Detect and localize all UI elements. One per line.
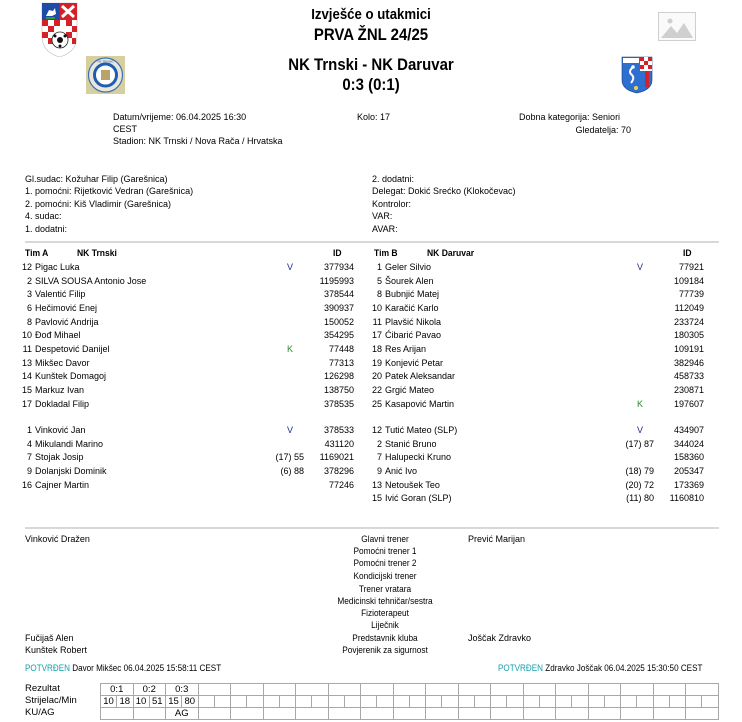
player-id: 230871 xyxy=(673,384,704,395)
player-substitution: (18) 79 xyxy=(625,465,654,476)
player-id: 378533 xyxy=(323,425,354,435)
player-number: 3 xyxy=(26,289,32,300)
goal-scorer-cell xyxy=(458,696,474,708)
goal-result-cell xyxy=(263,684,296,696)
team-a-name: NK Trnski xyxy=(77,248,117,259)
player-number: 9 xyxy=(376,465,382,476)
player-number: 22 xyxy=(371,384,382,395)
goal-minute-cell xyxy=(247,696,264,708)
player-number: 8 xyxy=(26,316,32,327)
player-row xyxy=(362,425,712,439)
goals-row-type xyxy=(101,708,719,720)
player-id: 77739 xyxy=(678,289,704,300)
player-id: 377934 xyxy=(323,262,354,272)
goal-type-cell xyxy=(198,708,231,720)
player-id: 378535 xyxy=(323,398,354,409)
player-id: 378544 xyxy=(323,289,354,300)
player-number: 18 xyxy=(371,343,382,354)
player-id: 109191 xyxy=(673,343,704,354)
player-name: Ivić Goran (SLP) xyxy=(385,493,452,504)
player-name: Stojak Josip xyxy=(35,452,84,463)
official-var: VAR: xyxy=(372,211,393,221)
player-name: Kasapović Martin xyxy=(385,398,455,409)
divider xyxy=(25,241,719,243)
goal-minute-cell xyxy=(539,696,556,708)
goal-scorer-cell xyxy=(491,696,507,708)
goals-label-result: Rezultat xyxy=(25,683,60,694)
player-role-mark: V xyxy=(636,262,643,272)
official-additional-1: 1. dodatni: xyxy=(25,224,68,234)
away-confirmation-text: Zdravko Joščak 06.04.2025 15:30:50 CEST xyxy=(545,663,703,673)
player-substitution: (6) 88 xyxy=(280,465,304,476)
goal-type-cell xyxy=(263,708,296,720)
goals-label-type: KU/AG xyxy=(25,707,55,718)
player-id: 354295 xyxy=(323,330,354,341)
player-row xyxy=(362,262,712,276)
player-name: Markuz Ivan xyxy=(35,384,85,395)
player-name: Anić Ivo xyxy=(385,465,418,476)
player-number: 11 xyxy=(22,343,32,354)
player-row xyxy=(362,480,712,494)
official-assistant-2: 2. pomoćni: Kiš Vladimir (Garešnica) xyxy=(25,199,172,209)
away-staff-member: Prević Marijan xyxy=(468,534,526,544)
goal-scorer-cell xyxy=(621,696,637,708)
player-row xyxy=(12,466,362,480)
player-role-mark: K xyxy=(636,398,643,409)
player-number: 8 xyxy=(376,289,382,300)
player-name: Despetović Danijel xyxy=(35,343,110,354)
player-role-mark: V xyxy=(286,262,293,272)
away-staff-member: Joščak Zdravko xyxy=(468,633,532,643)
player-role-mark: V xyxy=(286,425,293,435)
staff-role: Povjerenik za sigurnost xyxy=(342,645,428,655)
goal-scorer-cell xyxy=(296,696,312,708)
match-score: 0:3 (0:1) xyxy=(342,75,400,94)
goal-type-cell xyxy=(101,708,134,720)
goal-result-cell xyxy=(588,684,621,696)
player-name: Grgić Mateo xyxy=(385,384,435,395)
goal-type-cell xyxy=(556,708,589,720)
goal-scorer-cell xyxy=(361,696,377,708)
goal-result-cell xyxy=(653,684,686,696)
goals-row-scorer xyxy=(101,696,719,708)
player-row xyxy=(362,276,712,290)
goal-minute-cell xyxy=(604,696,621,708)
away-confirmation-status: POTVRĐEN xyxy=(498,663,544,673)
goal-scorer-cell: 10 xyxy=(133,696,149,708)
home-confirmation-status: POTVRĐEN xyxy=(25,663,71,673)
goal-result-cell xyxy=(198,684,231,696)
player-name: Netoušek Teo xyxy=(385,479,440,490)
goal-type-cell xyxy=(296,708,329,720)
player-number: 5 xyxy=(376,275,382,286)
goal-result-cell xyxy=(426,684,459,696)
age-category: Dobna kategorija: Seniori xyxy=(519,112,621,122)
goal-type-cell xyxy=(458,708,491,720)
goal-scorer-cell xyxy=(523,696,539,708)
player-substitution: (17) 87 xyxy=(625,438,654,449)
goal-result-cell xyxy=(361,684,394,696)
player-row xyxy=(12,358,362,372)
goal-minute-cell xyxy=(637,696,654,708)
report-title: Izvješće o utakmici xyxy=(311,6,431,23)
goal-minute-cell: 18 xyxy=(117,696,134,708)
player-name: Stanić Bruno xyxy=(385,438,437,449)
player-number: 11 xyxy=(372,316,382,327)
player-name: Mikulandi Marino xyxy=(35,438,104,449)
player-id: 109184 xyxy=(673,275,704,286)
goal-type-cell xyxy=(686,708,719,720)
goal-result-cell xyxy=(296,684,329,696)
player-id: 77448 xyxy=(328,343,354,354)
player-id: 197607 xyxy=(673,398,704,409)
match-round: Kolo: 17 xyxy=(357,112,391,122)
goal-type-cell xyxy=(231,708,264,720)
match-datetime: Datum/vrijeme: 06.04.2025 16:30 xyxy=(113,112,247,122)
staff-role: Pomoćni trener 1 xyxy=(353,546,417,556)
home-staff-member: Kunštek Robert xyxy=(25,645,88,655)
goal-scorer-cell xyxy=(426,696,442,708)
goal-minute-cell xyxy=(669,696,686,708)
goal-minute-cell: 80 xyxy=(182,696,199,708)
goal-result-cell xyxy=(621,684,654,696)
goal-scorer-cell xyxy=(653,696,669,708)
player-number: 9 xyxy=(26,465,32,476)
staff-role: Fizioterapeut xyxy=(361,608,409,618)
player-id: 233724 xyxy=(673,316,704,327)
home-confirmation xyxy=(25,663,221,673)
competition-name: PRVA ŽNL 24/25 xyxy=(313,25,429,44)
player-id: 1169021 xyxy=(319,452,354,463)
player-id: 180305 xyxy=(673,330,704,341)
player-name: Patek Aleksandar xyxy=(385,371,456,382)
player-row xyxy=(12,439,362,453)
player-row xyxy=(362,358,712,372)
player-number: 2 xyxy=(376,438,382,449)
player-id: 1195993 xyxy=(319,275,354,286)
player-name: Geler Silvio xyxy=(385,262,432,272)
player-number: 10 xyxy=(371,302,382,313)
player-row xyxy=(362,371,712,385)
goal-result-cell xyxy=(523,684,556,696)
player-row xyxy=(362,385,712,399)
player-number: 13 xyxy=(21,357,32,368)
official-additional-2: 2. dodatni: xyxy=(372,174,415,184)
player-id: 431120 xyxy=(324,438,354,449)
team-a-id-header: ID xyxy=(333,248,342,259)
player-id: 150052 xyxy=(323,316,354,327)
home-staff-member: Vinković Dražen xyxy=(25,534,90,544)
goal-type-cell xyxy=(133,708,166,720)
home-staff-member: Fučijaš Alen xyxy=(25,633,74,643)
away-confirmation xyxy=(498,663,702,673)
player-number: 10 xyxy=(21,330,32,341)
player-id: 77313 xyxy=(328,357,354,368)
player-row xyxy=(362,452,712,466)
goal-scorer-cell xyxy=(686,696,702,708)
goal-type-cell xyxy=(523,708,556,720)
player-name: Šourek Alen xyxy=(385,275,434,286)
player-id: 390937 xyxy=(323,302,354,313)
goal-scorer-cell xyxy=(393,696,409,708)
goal-minute-cell xyxy=(572,696,589,708)
player-row xyxy=(362,493,712,507)
goal-result-cell xyxy=(231,684,264,696)
player-name: Pigac Luka xyxy=(35,262,80,272)
match-timezone: CEST xyxy=(113,124,138,134)
goal-scorer-cell xyxy=(263,696,279,708)
player-role-mark: K xyxy=(286,343,293,354)
goal-type-cell xyxy=(361,708,394,720)
team-b-id-header: ID xyxy=(683,248,692,259)
goal-scorer-cell xyxy=(556,696,572,708)
player-id: 1160810 xyxy=(669,493,704,504)
home-confirmation-text: Davor Mikšec 06.04.2025 15:58:11 CEST xyxy=(72,663,222,673)
goal-type-cell xyxy=(653,708,686,720)
goal-scorer-cell xyxy=(328,696,344,708)
goal-minute-cell xyxy=(442,696,459,708)
goals-table xyxy=(100,683,719,720)
player-substitution: (17) 55 xyxy=(275,452,304,463)
goal-type-cell xyxy=(491,708,524,720)
player-name: Mikšec Davor xyxy=(35,357,90,368)
player-name: Cajner Martin xyxy=(35,479,90,490)
player-row xyxy=(12,330,362,344)
player-name: Bubnjić Matej xyxy=(385,289,440,300)
player-number: 17 xyxy=(21,398,32,409)
player-name: Pavlović Andrija xyxy=(35,316,99,327)
player-id: 458733 xyxy=(673,371,704,382)
player-row xyxy=(12,480,362,494)
player-substitution: (20) 72 xyxy=(625,479,654,490)
goal-minute-cell xyxy=(344,696,361,708)
player-substitution: (11) 80 xyxy=(626,493,654,504)
staff-role: Medicinski tehničar/sestra xyxy=(337,596,433,606)
match-stadium: Stadion: NK Trnski / Nova Rača / Hrvatska xyxy=(113,136,283,146)
goal-minute-cell xyxy=(507,696,524,708)
player-id: 138750 xyxy=(323,384,354,395)
player-row xyxy=(362,344,712,358)
player-number: 13 xyxy=(371,479,382,490)
player-name: Konjević Petar xyxy=(385,357,444,368)
player-row xyxy=(12,344,362,358)
goal-result-cell: 0:3 xyxy=(166,684,199,696)
player-number: 17 xyxy=(371,330,382,341)
goal-scorer-cell xyxy=(231,696,247,708)
player-row xyxy=(362,289,712,303)
goal-result-cell xyxy=(556,684,589,696)
player-name: Valentić Filip xyxy=(35,289,86,300)
spectators: Gledatelja: 70 xyxy=(575,125,631,135)
player-row xyxy=(12,452,362,466)
official-fourth-referee: 4. sudac: xyxy=(25,211,62,221)
player-id: 112049 xyxy=(674,302,704,313)
goal-type-cell xyxy=(588,708,621,720)
player-id: 382946 xyxy=(673,357,704,368)
official-avar: AVAR: xyxy=(372,224,398,234)
team-b-label: Tim B xyxy=(374,248,398,259)
goal-result-cell xyxy=(393,684,426,696)
goal-minute-cell xyxy=(409,696,426,708)
goal-type-cell xyxy=(328,708,361,720)
team-b-name: NK Daruvar xyxy=(427,248,475,259)
player-row xyxy=(362,439,712,453)
player-row xyxy=(12,289,362,303)
staff-role: Liječnik xyxy=(371,620,399,630)
goal-minute-cell xyxy=(312,696,329,708)
goal-minute-cell xyxy=(702,696,719,708)
official-assistant-1: 1. pomoćni: Rijetković Vedran (Garešnica) xyxy=(25,186,194,196)
goal-scorer-cell xyxy=(198,696,214,708)
player-name: Kunštek Domagoj xyxy=(35,371,107,382)
player-row xyxy=(12,317,362,331)
player-row xyxy=(362,303,712,317)
goals-label-scorer: Strijelac/Min xyxy=(25,695,77,706)
player-id: 126298 xyxy=(323,371,354,382)
player-row xyxy=(12,262,362,276)
player-number: 12 xyxy=(21,262,32,272)
staff-role: Glavni trener xyxy=(361,534,409,544)
player-row xyxy=(362,330,712,344)
player-id: 205347 xyxy=(673,465,704,476)
player-name: Hečimović Enej xyxy=(35,302,98,313)
player-name: Plavšić Nikola xyxy=(385,316,442,327)
goal-type-cell: AG xyxy=(166,708,199,720)
player-number: 2 xyxy=(26,275,32,286)
player-id: 173369 xyxy=(673,479,704,490)
goal-result-cell: 0:1 xyxy=(101,684,134,696)
staff-role: Pomoćni trener 2 xyxy=(353,558,417,568)
goal-scorer-cell xyxy=(588,696,604,708)
goal-minute-cell: 51 xyxy=(149,696,166,708)
player-number: 15 xyxy=(371,493,382,504)
player-id: 158360 xyxy=(673,452,704,463)
staff-role: Predstavnik kluba xyxy=(352,633,418,643)
goal-minute-cell xyxy=(279,696,296,708)
goal-result-cell xyxy=(458,684,491,696)
player-number: 19 xyxy=(371,357,382,368)
goal-result-cell xyxy=(328,684,361,696)
player-number: 1 xyxy=(26,425,32,435)
player-number: 4 xyxy=(26,438,32,449)
svg-text:NK TRNSKI: NK TRNSKI xyxy=(97,59,114,64)
player-id: 378296 xyxy=(323,465,354,476)
player-row xyxy=(362,399,712,413)
goal-minute-cell xyxy=(377,696,394,708)
player-id: 77921 xyxy=(678,262,704,272)
player-row xyxy=(362,466,712,480)
goal-type-cell xyxy=(426,708,459,720)
player-name: Dolanjski Dominik xyxy=(35,465,107,476)
official-main-referee: Gl.sudac: Kožuhar Filip (Garešnica) xyxy=(25,174,168,184)
player-number: 1 xyxy=(376,262,382,272)
player-number: 15 xyxy=(21,384,32,395)
goal-result-cell xyxy=(491,684,524,696)
player-name: SILVA SOUSA Antonio Jose xyxy=(35,275,147,286)
player-id: 77246 xyxy=(328,479,354,490)
player-number: 7 xyxy=(26,452,32,463)
player-name: Đođ Mihael xyxy=(35,330,81,341)
player-row xyxy=(12,276,362,290)
goal-minute-cell xyxy=(214,696,231,708)
goals-row-result xyxy=(101,684,719,696)
player-row xyxy=(362,317,712,331)
player-id: 434907 xyxy=(673,425,704,435)
player-number: 6 xyxy=(26,302,32,313)
goal-type-cell xyxy=(393,708,426,720)
player-name: Vinković Jan xyxy=(35,425,86,435)
player-name: Tutić Mateo (SLP) xyxy=(385,425,458,435)
player-row xyxy=(12,371,362,385)
player-number: 20 xyxy=(371,371,382,382)
player-number: 16 xyxy=(21,479,32,490)
player-name: Karačić Karlo xyxy=(385,302,439,313)
player-row xyxy=(12,303,362,317)
match-title: NK Trnski - NK Daruvar xyxy=(288,55,454,74)
staff-role: Kondicijski trener xyxy=(353,571,417,581)
goal-minute-cell xyxy=(474,696,491,708)
player-name: Halupecki Kruno xyxy=(385,452,452,463)
player-name: Res Arijan xyxy=(385,343,427,354)
player-number: 14 xyxy=(21,371,32,382)
player-name: Ćibarić Pavao xyxy=(385,330,442,341)
goal-type-cell xyxy=(621,708,654,720)
player-name: Dokladal Filip xyxy=(35,398,90,409)
team-a-label: Tim A xyxy=(25,248,49,259)
goal-scorer-cell: 15 xyxy=(166,696,182,708)
official-delegate: Delegat: Dokić Srećko (Klokočevac) xyxy=(372,186,516,196)
official-controller: Kontrolor: xyxy=(372,199,412,209)
player-row xyxy=(12,399,362,413)
player-role-mark: V xyxy=(636,425,643,435)
player-number: 12 xyxy=(371,425,382,435)
player-id: 344024 xyxy=(673,438,704,449)
staff-role: Trener vratara xyxy=(358,584,412,594)
divider xyxy=(25,527,719,529)
goal-scorer-cell: 10 xyxy=(101,696,117,708)
player-row xyxy=(12,425,362,439)
player-number: 25 xyxy=(371,398,382,409)
player-number: 7 xyxy=(376,452,382,463)
goal-result-cell xyxy=(686,684,719,696)
player-row xyxy=(12,385,362,399)
goal-result-cell: 0:2 xyxy=(133,684,166,696)
